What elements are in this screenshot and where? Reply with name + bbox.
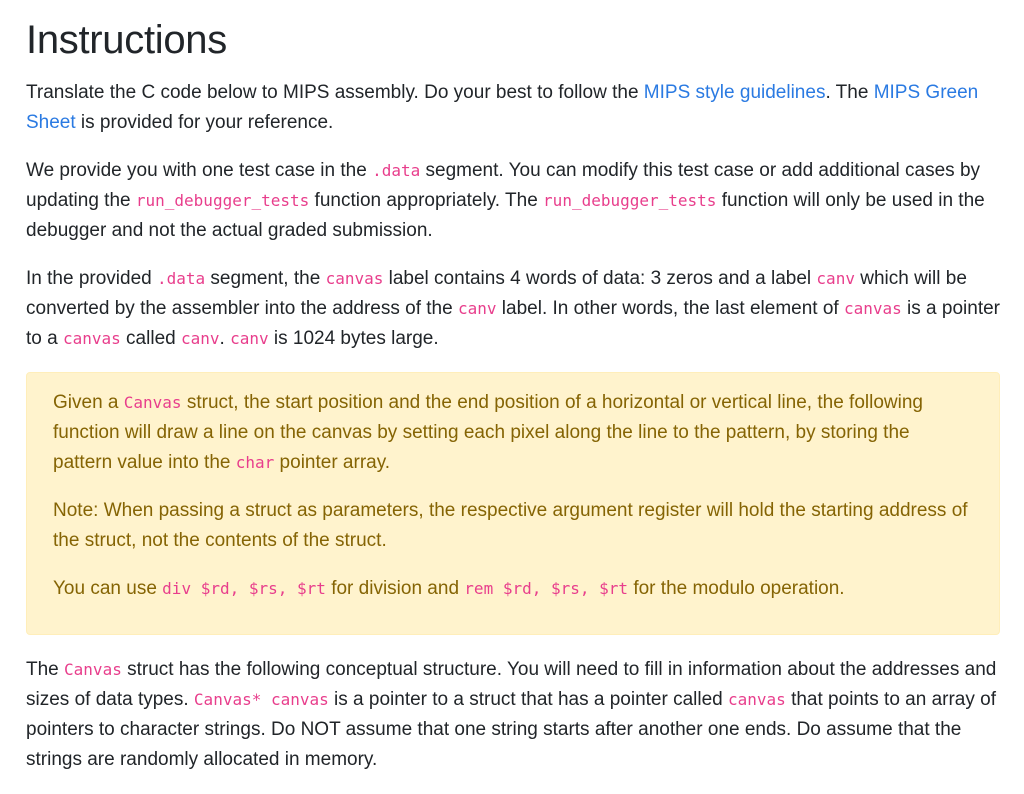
inline-code: char <box>235 453 275 472</box>
inline-code: canv <box>230 329 269 348</box>
text: label. In other words, the last element of <box>496 298 844 319</box>
inline-code: run_debugger_tests <box>135 191 310 210</box>
text: is a pointer to a struct that has a pointer called <box>328 689 729 710</box>
text: that points to an array of pointers to character strings. Do NOT assume that one string starts after another one ends. Do assume that the strings are randomly allocated in memory. <box>26 689 996 770</box>
inline-code: canv <box>816 269 855 288</box>
intro-paragraph <box>26 78 1000 138</box>
inline-code: canvas <box>843 299 902 318</box>
text: function appropriately. The <box>309 190 544 211</box>
inline-code: div $rd, $rs, $rt <box>162 579 326 598</box>
inline-code: canvas <box>62 329 121 348</box>
text: In the provided <box>26 268 157 289</box>
text: Translate the C code below to MIPS assembly. Do your best to follow the <box>26 82 644 103</box>
inline-code: .data <box>372 161 421 180</box>
inline-code: Canvas* canvas <box>193 690 329 709</box>
text: We provide you with one test case in the <box>26 160 373 181</box>
inline-code: Canvas <box>64 660 122 679</box>
text: . The <box>825 82 874 103</box>
text: is a pointer to a <box>26 298 1001 349</box>
text: Given a <box>53 392 124 413</box>
inline-code: canvas <box>728 690 786 709</box>
text: is 1024 bytes large. <box>268 328 439 349</box>
text: for division and <box>325 578 465 599</box>
text: which will be converted by the assembler into the address of the <box>26 268 967 319</box>
mips-green-sheet-link[interactable]: MIPS Green Sheet <box>26 82 979 133</box>
test-case-paragraph <box>26 156 1000 246</box>
text: label contains 4 words of data: 3 zeros and a label <box>383 268 817 289</box>
text: . <box>219 328 231 349</box>
text: function will only be used in the debugger and not the actual graded submission. <box>26 190 985 241</box>
text: called <box>120 328 181 349</box>
data-segment-paragraph <box>26 264 1000 354</box>
callout-paragraph-division <box>53 574 973 604</box>
mips-style-guidelines-link[interactable]: MIPS style guidelines <box>643 82 826 103</box>
inline-code: .data <box>156 269 206 288</box>
inline-code: canvas <box>325 269 384 288</box>
warning-callout <box>26 372 1000 635</box>
text: segment. You can modify this test case or add additional cases by updating the <box>26 160 981 211</box>
text: segment, the <box>205 268 326 289</box>
page-title: Instructions <box>26 18 227 62</box>
text: pointer array. <box>274 452 391 473</box>
text: struct, the start position and the end position of a horizontal or vertical line, the following function will draw a line on the canvas by setting each pixel along the line to the pattern, by storing the pattern value into the <box>53 392 923 473</box>
callout-paragraph-function <box>53 388 973 478</box>
text: struct has the following conceptual structure. You will need to fill in information about the addresses and sizes of data types. <box>26 659 997 710</box>
text: The <box>26 659 65 680</box>
inline-code: run_debugger_tests <box>543 191 717 210</box>
callout-paragraph-note: Note: When passing a struct as parameters, the respective argument register will hold the starting address of the struct, not the contents of the struct. <box>53 500 968 551</box>
text: for the modulo operation. <box>628 578 845 599</box>
canvas-struct-paragraph <box>26 655 1000 775</box>
text: You can use <box>53 578 163 599</box>
inline-code: Canvas <box>123 393 182 412</box>
inline-code: canv <box>457 299 497 318</box>
inline-code: rem $rd, $rs, $rt <box>464 579 629 598</box>
text: is provided for your reference. <box>75 112 334 133</box>
inline-code: canv <box>180 329 220 348</box>
